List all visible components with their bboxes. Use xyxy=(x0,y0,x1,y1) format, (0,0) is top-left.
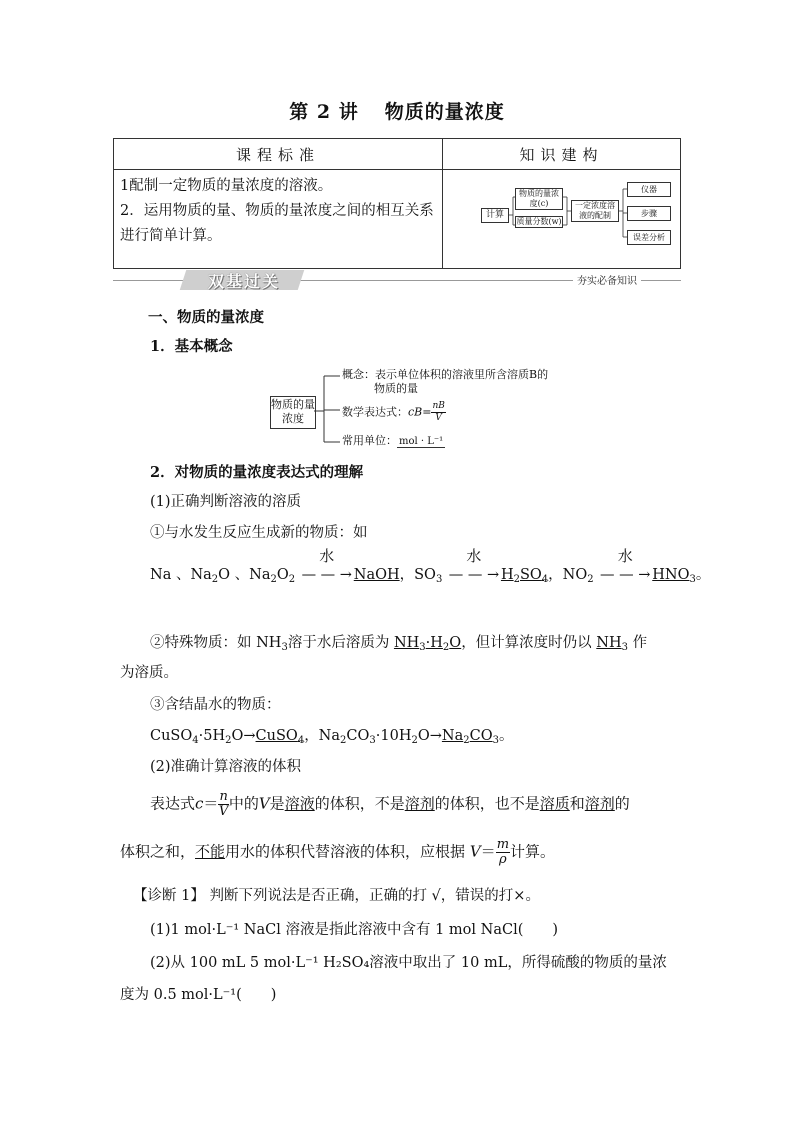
header-knowledge-map: 知识建构 xyxy=(443,139,681,170)
para-volume: (2)准确计算溶液的体积 xyxy=(150,759,302,775)
section-banner xyxy=(113,268,681,292)
reaction-line: Na 、$Na_2O$ 、$Na_2O_2$ 水 — — → NaOH，$SO_3$ 水 — — → $H_2SO_4$，$NO_2$ 水 — — → $HNO_3$。 xyxy=(150,547,711,585)
diagnosis-q2: (2)从 100 mL 5 mol·L⁻¹ H₂SO₄溶液中取出了 10 mL，所得硫酸的物质的量浓 xyxy=(150,955,667,971)
diagnosis-q1: (1)1 mol·L⁻¹ NaCl 溶液是指此溶液中含有 1 mol NaCl( ) xyxy=(150,922,559,938)
map-connectors xyxy=(443,170,683,260)
para-solute: (1)正确判断溶液的溶质 xyxy=(150,494,302,510)
knowledge-map-cell xyxy=(443,170,681,269)
para-crystal-example: $CuSO_4\cdot 5H_2O\to CuSO_4$，$Na_2CO_3\cdot 10H_2O\to Na_2CO_3$。 xyxy=(150,728,514,746)
para-react-water: ①与水发生反应生成新的物质：如 xyxy=(150,525,368,541)
map-calc: 计算 xyxy=(481,208,509,223)
section-heading-1: 一、物质的量浓度 xyxy=(148,309,264,326)
concept-definition: 概念：表示单位体积的溶液里所含溶质B的 物质的量 xyxy=(342,368,549,395)
banner-title: 双基过关 xyxy=(207,272,280,291)
concept-unit: 常用单位： mol · L⁻¹ xyxy=(342,434,444,447)
para-special-cont: 为溶质。 xyxy=(120,665,178,681)
concept-brace xyxy=(314,370,344,450)
map-node-mass-fraction: 质量分数(w) xyxy=(516,217,562,226)
para-expression: 表达式c＝ $\frac{n}{V}$ 中的V是溶液的体积，不是溶剂的体积，也不是溶质和溶剂的 xyxy=(150,789,630,819)
para-expression-cont: 体积之和，不能用水的体积代替溶液的体积，应根据 V＝ $\frac{m}{\rho}$ 计算。 xyxy=(120,837,556,867)
subheading-basic-concept: 1．基本概念 xyxy=(150,338,233,355)
map-instruments: 仪器 xyxy=(627,182,671,197)
standard-1: 1配制一定物质的量浓度的溶液。 xyxy=(120,178,333,194)
concept-box: 物质的量浓度 xyxy=(270,396,316,429)
banner-subtitle: 夯实必备知识 xyxy=(573,272,641,287)
map-error-analysis: 误差分析 xyxy=(627,230,671,245)
header-course-standard: 课程标准 xyxy=(114,139,443,170)
map-node-preparation: 一定浓度溶液的配制 xyxy=(571,200,619,222)
subheading-understanding: 2．对物质的量浓度表达式的理解 xyxy=(150,464,364,481)
concept-expression: 数学表达式：cB= $\frac{nB}{V}$ xyxy=(342,401,445,423)
diagnosis-heading: 【诊断 1】 判断下列说法是否正确，正确的打 √，错误的打×。 xyxy=(133,888,540,904)
lecture-number: 第 2 讲 xyxy=(289,101,359,123)
standard-2: 2．运用物质的量、物质的量浓度之间的相互关系进行简单计算。 xyxy=(120,203,434,244)
page-title xyxy=(0,97,794,124)
map-node-concentration: 物质的量浓度(c) xyxy=(515,188,563,210)
map-steps: 步骤 xyxy=(627,206,671,221)
course-standard-table xyxy=(113,138,681,269)
para-special: ②特殊物质：如 $NH_3$溶于水后溶质为 $NH_3\cdot H_2O$，但计算浓度时仍以 $NH_3$ 作 xyxy=(150,635,648,653)
lecture-name: 物质的量浓度 xyxy=(384,101,505,123)
diagnosis-q2-cont: 度为 0.5 mol·L⁻¹( ) xyxy=(120,987,277,1003)
standards-cell xyxy=(114,170,443,269)
para-crystal-water: ③含结晶水的物质： xyxy=(150,697,281,713)
